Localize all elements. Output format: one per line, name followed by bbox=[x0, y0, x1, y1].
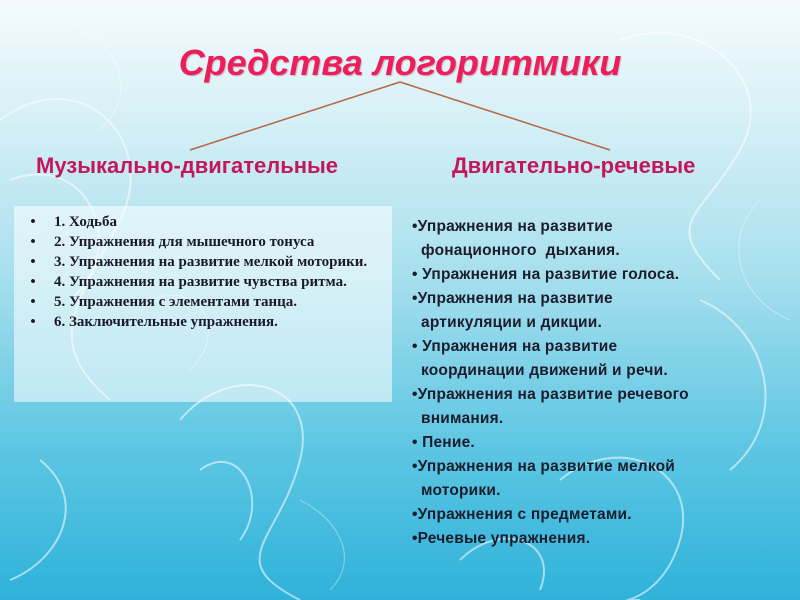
bullet-icon: • bbox=[30, 274, 36, 290]
page-title: Средства логоритмики bbox=[178, 42, 622, 83]
bullet-icon: • bbox=[30, 254, 36, 270]
list-item: • 6. Заключительные упражнения. bbox=[26, 314, 386, 330]
bullet-icon: • bbox=[30, 314, 36, 330]
list-item: •Упражнения на развитие bbox=[412, 290, 613, 307]
list-item: координации движений и речи. bbox=[412, 362, 668, 379]
list-item: • Упражнения на развитие bbox=[412, 338, 618, 355]
list-item: внимания. bbox=[412, 410, 504, 427]
heading-motor-speech: Двигательно-речевые bbox=[452, 153, 696, 178]
list-item: артикуляции и дикции. bbox=[412, 314, 603, 331]
connector-right-branch bbox=[400, 82, 610, 150]
bullet-icon: • bbox=[30, 294, 36, 310]
bullet-icon: • bbox=[30, 234, 36, 250]
list-item: • Пение. bbox=[412, 434, 475, 451]
list-item: моторики. bbox=[412, 482, 501, 499]
list-item: • 4. Упражнения на развитие чувства ритма. bbox=[26, 274, 386, 290]
heading-musical-motor: Музыкально-двигательные bbox=[36, 153, 339, 178]
list-item: •Упражнения на развитие bbox=[412, 218, 613, 235]
list-item: фонационного дыхания. bbox=[412, 242, 620, 259]
list-item: •Упражнения на развитие мелкой bbox=[412, 458, 675, 475]
list-item: • 3. Упражнения на развитие мелкой моторики. bbox=[26, 254, 386, 270]
left-exercise-list bbox=[26, 214, 386, 334]
list-item: • 1. Ходьба bbox=[26, 214, 386, 230]
list-item: •Упражнения с предметами. bbox=[412, 506, 632, 523]
list-item: • 5. Упражнения с элементами танца. bbox=[26, 294, 386, 310]
right-exercise-list bbox=[412, 215, 797, 551]
connector-left-branch bbox=[190, 82, 400, 150]
list-item: • 2. Упражнения для мышечного тонуса bbox=[26, 234, 386, 250]
list-item: •Речевые упражнения. bbox=[412, 530, 591, 547]
bullet-icon: • bbox=[30, 214, 36, 230]
list-item: • Упражнения на развитие голоса. bbox=[412, 266, 680, 283]
list-item: •Упражнения на развитие речевого bbox=[412, 386, 689, 403]
